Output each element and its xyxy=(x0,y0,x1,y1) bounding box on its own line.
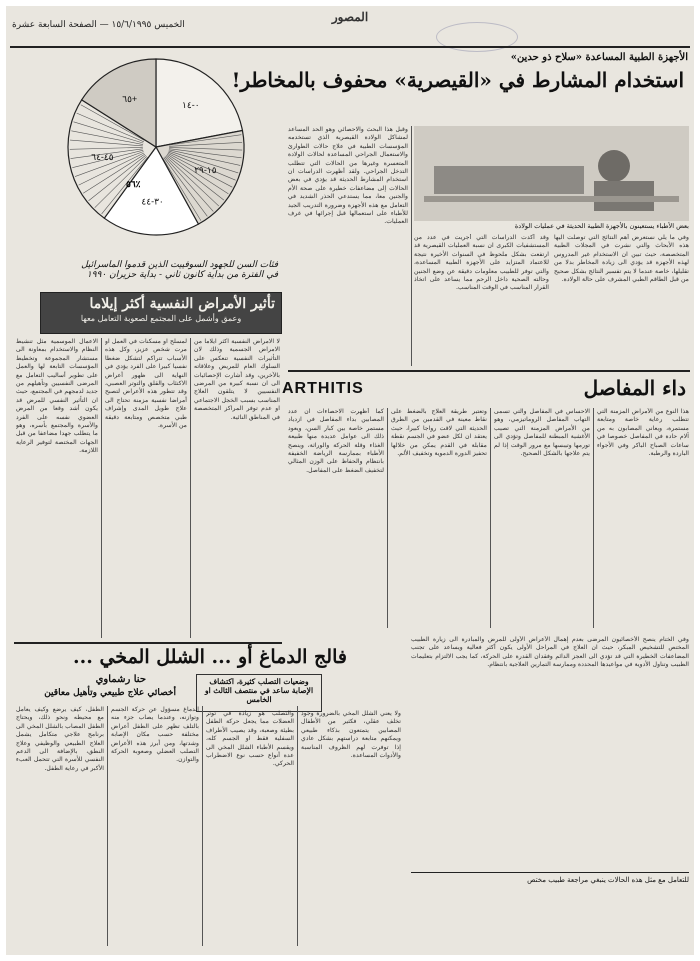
column-separator xyxy=(387,408,388,628)
column-separator xyxy=(101,338,102,638)
section-divider xyxy=(14,642,282,644)
top-article-photo-caption: بعض الأطباء يستعينون بالأجهزة الطبية الحديثة في عمليات الولادة xyxy=(514,222,689,230)
section-divider xyxy=(288,370,690,372)
arthritis-body-col2: وتعتبر طريقة العلاج بالضغط على نقاط معينة في القدمين من الطرق الحديثة التي لاقت رواجا كبيرا، حيث يعتقد ان لكل عضو في الجسم نقطة مقابلة في القدم يمكن من خلالها تحفيز الدورة الدموية وتخفيف الألم. xyxy=(391,408,487,458)
pie-chart-caption-line2: في الفترة من بداية كانون ثاني - بداية حزيران ١٩٩٠ xyxy=(86,270,278,280)
top-article-photo xyxy=(414,126,689,221)
arthritis-body-col3: الاحساس في المفاصل والتي تسمى التهاب المفاصل الروماتيزمي، وهو من الأمراض المزمنة التي تصيب الأغشية المبطنة للمفاصل وتؤدي الى تورمها وتيبسها مع مرور الوقت إذا لم يتم علاجها بالشكل الصحيح. xyxy=(494,408,590,458)
column-separator xyxy=(107,706,108,946)
top-article-kicker-box xyxy=(288,52,688,68)
top-article-body-col2: وقد أكدت الدراسات التي أجريت في عدد من المستشفيات الكبرى ان نسبة العمليات القيصرية قد ارتفعت بشكل ملحوظ في السنوات الأخيرة نتيجة للاعتماد المتزايد على الأجهزة الطبية المساعدة، والتي توفر للطبيب معلومات دقيقة عن وضع الجنين وحالته الصحية داخل الرحم مما يساعد على اتخاذ القرار المناسب في الوقت المناسب. xyxy=(414,234,549,292)
brain-article-body-col2: الدماغ مسؤول عن حركة الجسم وتوازنه، وعندما يصاب جزء منه بالتلف تظهر على الطفل أعراض مختلفة حسب مكان الإصابة وشدتها، ومن أبرز هذه الأعراض التصلب العضلي وصعوبة الحركة والتوازن. xyxy=(111,706,199,764)
psych-article-body-col2: لمسلح او مسكنات في العمل او مرت شخص عزيز، وكل هذه الأسباب تتراكم لتشكل ضغطا نفسيا كبيرا على الفرد يؤدي في النهاية الى ظهور أعراض الاكتئاب والقلق والتوتر العصبي، وقد تتطور هذه الأعراض لتصبح أمراضا نفسية مزمنة تحتاج الى علاج طويل المدى وإشراف طبي متخصص ومتابعة دقيقة من الأسرة. xyxy=(105,338,187,430)
column-separator xyxy=(297,706,298,946)
brain-article-body-col3: والتصلب هو زيادة في توتر العضلات مما يجعل حركة الطفل بطيئة وصعبة، وقد يصيب الأطراف السفلية فقط او الجسم كله، ويقسم الأطباء الشلل المخي الى عدة أنواع حسب نوع الاضطراب الحركي. xyxy=(206,710,294,768)
issue-date: الخميس ١٥/٦/١٩٩٥ xyxy=(111,20,185,30)
column-separator xyxy=(490,408,491,628)
psych-article-banner xyxy=(40,292,282,334)
section-divider xyxy=(411,872,689,873)
section-label: الخميس ١٥/٦/١٩٩٥ — الصفحة السابعة عشرة xyxy=(12,20,185,30)
arthritis-headline-ar: داء المفاصل xyxy=(583,376,686,400)
brain-article-body-col1: الطفل، كيف يرضع وكيف يعامل مع محيطه ونحو ذلك، ويحتاج الطفل المصاب بالشلل المخي الى برنامج علاجي متكامل يشمل العلاج الطبيعي والوظيفي وعلاج النطق، بالإضافة الى الدعم النفسي للأسرة التي تتحمل العبء الأكبر في رعاية الطفل. xyxy=(16,706,104,772)
masthead: المصور xyxy=(331,10,369,24)
column-separator xyxy=(190,338,191,638)
section-name: الصفحة السابعة عشرة xyxy=(12,20,97,30)
column-separator xyxy=(593,408,594,628)
column-separator xyxy=(411,126,412,366)
pie-chart-caption-line1: فئات السن للجهود السوفييت الذين قدموا الماسرائيل xyxy=(81,260,278,270)
brain-article-headline: فالج الدماغ أو ... الشلل المخي ... xyxy=(73,646,347,668)
arthritis-body-col4: هذا النوع من الأمراض المزمنة التي تتطلب رعاية خاصة ومتابعة مستمرة، ويعاني المصابون به من آلام حادة في المفاصل خصوصا في ساعات الصباح الباكر وفي الأجواء الباردة والرطبة. xyxy=(597,408,689,458)
brain-article-body-col4: ولا يعني الشلل المخي بالضرورة وجود تخلف عقلي، فكثير من الأطفال المصابين يتمتعون بذكاء طبيعي ويمكنهم متابعة دراستهم بشكل عادي إذا توفرت لهم الظروف المناسبة والأدوات المساعدة. xyxy=(301,710,401,760)
pie-percent-label: ٥٦٪ xyxy=(126,179,141,189)
pie-chart xyxy=(16,52,278,252)
pie-slice-label: ٦٥+ xyxy=(122,94,138,105)
top-article-headline: استخدام المشارط في «القيصرية» محفوف بالمخاطر! xyxy=(231,68,684,92)
top-article-body-col3: وفي ما يلي نستعرض أهم النتائج التي توصلت اليها هذه الأبحاث والتي نشرت في المجلات الطبية المتخصصة، حيث تبين ان الاستخدام غير المدروس لهذه الأجهزة قد يؤدي الى زيادة المخاطر بدلا من تقليلها، خاصة عندما لا يتم تفسير النتائج بشكل صحيح من قبل الطاقم الطبي المشرف على حالة الولادة. xyxy=(554,234,689,284)
psych-article-body-col3: لا الامراض النفسية اكثر ايلاما من الامراض الجسمية وذلك لان التأثيرات النفسية تنعكس على السلوك العام للمريض وعلاقاته بالآخرين، وقد أشارت الإحصائيات الى ان نسبة كبيرة من المرضى النفسيين لا يتلقون العلاج المناسب بسبب الخجل الاجتماعي او عدم توفر المراكز المتخصصة في المناطق النائية. xyxy=(194,338,280,421)
arthritis-headline-en: ARTHITIS xyxy=(282,380,364,397)
page-header xyxy=(6,6,694,46)
pie-slice-label: ٣٠-٤٤ xyxy=(141,196,164,207)
psych-article-subhead: وعمق وأشمل على المجتمع لصعوبة التعامل معها xyxy=(80,314,242,323)
brain-article-byline: حنا رشماوي xyxy=(95,674,146,685)
newspaper-page xyxy=(6,6,694,955)
psych-article-body-col1: الاعمال الموسمية مثل تنشيط النظام والاستخدام بمعاونة الى مستشار المجموعة وتخطيط المؤسسات التابعة لها والعمل على تطوير أساليب التعامل مع المرضى النفسيين وتأهيلهم من جديد لدمجهم في المجتمع، حيث ان التأثير النفسي للمرض قد يكون أشد وقعا من المرض العضوي نفسه على الفرد والأسرة والمجتمع بأسره، وهو ما يتطلب جهدا مضاعفا من قبل الجهات المختصة لتوفير الرعاية اللازمة. xyxy=(16,338,98,455)
arthritis-continuation: وفي الختام ينصح الأخصائيون المرضى بعدم إهمال الأعراض الأولى للمرض والمبادرة الى زيارة الطبيب المختص للتشخيص المبكر، حيث ان العلاج في المراحل الأولى يكون أكثر فعالية ويساعد على تجنب المضاعفات الخطيرة التي قد تؤدي الى العجز الدائم وفقدان القدرة على الحركة، كما يجب الالتزام بتعليمات الطبيب وتناول الأدوية في مواعيدها المحددة وممارسة التمارين العلاجية بانتظام. xyxy=(411,636,689,669)
pie-slice-label: ٠-١٤ xyxy=(182,99,200,110)
pie-slice-label: ١٥-٢٩ xyxy=(194,165,217,176)
pie-chart-figure xyxy=(16,52,278,287)
brain-article-boxed-note-text: وضعيات التصلب كثيرة، اكتشاف الإصابة ساعد في منتصف الثالث او الخامس xyxy=(204,677,314,704)
brain-article-byline-title: أخصائي علاج طبيعي وتأهيل معاقين xyxy=(44,688,176,698)
bottom-note: للتعامل مع مثل هذه الحالات ينبغي مراجعة طبيب مختص xyxy=(527,876,689,884)
psych-article-headline: تأثير الأمراض النفسية أكثر إيلاما xyxy=(89,296,275,312)
top-article-kicker: الأجهزة الطبية المساعدة «سلاح ذو حدين» xyxy=(510,52,688,63)
arthritis-body-col1: كما أظهرت الاحصاءات ان عدد المصابين بداء المفاصل في ازدياد مستمر خاصة بين كبار السن، ويعود ذلك الى عوامل عديدة منها طبيعة الغذاء وقلة الحركة والوراثة، وينصح الأطباء بممارسة الرياضة الخفيفة بانتظام والحفاظ على الوزن المثالي لتخفيف الضغط على المفاصل. xyxy=(288,408,384,474)
column-separator xyxy=(202,706,203,946)
brain-article-boxed-note xyxy=(196,674,322,712)
header-rule xyxy=(10,46,690,48)
arthritis-headline-row xyxy=(282,376,690,404)
photo-illustration xyxy=(414,126,689,221)
top-article-body-col1: وقبل هذا البحث والاحصائي وهو الحد المساعد لمشاكل الولادة القيصرية الذي تستخدمه المؤسسات الطبية في علاج حالات الطوارئ والاستعمال الجراحي المساعدة لحالات الولادة المتعسرة وغيرها من الحالات التي تتطلب التدخل الجراحي. ولقد أظهرت الدراسات ان استخدام المشارط الحديثة قد يؤدي في بعض الحالات إلى مضاعفات خطيرة على صحة الأم والجنين معا، مما يستدعي الحذر الشديد في التعامل مع هذه الأجهزة وضرورة التدريب الجيد للأطباء على استعمالها قبل إجرائها في غرف العمليات. xyxy=(288,126,408,226)
pie-slice-label: ٤٥-٦٤ xyxy=(91,152,114,163)
